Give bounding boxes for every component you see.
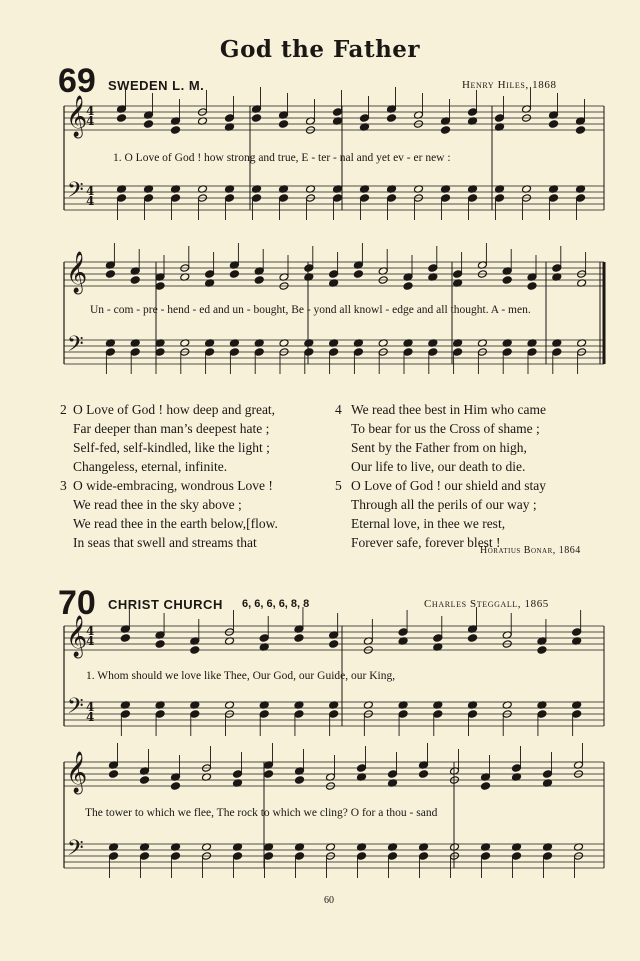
verse-line: We read thee best in Him who came — [351, 402, 546, 417]
note-head — [353, 348, 363, 357]
meter-70: 6, 6, 6, 6, 8, 8 — [242, 598, 310, 610]
note-head — [537, 646, 547, 655]
time-signature: 4 — [86, 194, 95, 208]
tune-name-70: CHRIST CHURCH — [108, 597, 223, 612]
note-head — [481, 782, 491, 791]
verse-line: Changeless, eternal, infinite. — [73, 459, 228, 474]
note-head — [155, 348, 165, 357]
section-title: God the Father — [219, 36, 421, 63]
note-head — [357, 764, 367, 773]
verse-line: In seas that swell and streams that — [73, 535, 257, 550]
note-head — [576, 126, 586, 135]
note-head — [117, 194, 127, 203]
note-head — [572, 710, 582, 719]
note-head — [295, 776, 305, 785]
note-head — [190, 710, 200, 719]
verse-line: Forever safe, forever blest ! — [351, 535, 501, 550]
note-head — [259, 710, 269, 719]
lyrics-70-line-2: The tower to which we flee, The rock to which we cling? O for a thou - sand — [85, 807, 438, 819]
treble-clef-icon: 𝄞 — [66, 252, 88, 293]
time-signature: 4 — [86, 634, 95, 648]
bass-clef-icon: 𝄢 — [67, 836, 84, 866]
note-head — [552, 264, 562, 273]
note-head — [433, 634, 443, 643]
note-head — [403, 282, 413, 291]
note-head — [205, 270, 215, 279]
note-head — [398, 628, 408, 637]
note-head — [144, 194, 154, 203]
note-head — [155, 282, 165, 291]
treble-clef-icon: 𝄞 — [66, 752, 88, 793]
note-head — [225, 114, 235, 123]
note-head — [254, 348, 264, 357]
note-head — [552, 348, 562, 357]
note-head — [333, 194, 343, 203]
note-head — [468, 108, 478, 117]
page-number: 60 — [324, 895, 334, 906]
note-head — [572, 628, 582, 637]
verse-line: O Love of God ! our shield and stay — [351, 478, 546, 493]
treble-clef-icon: 𝄞 — [66, 616, 88, 657]
note-head — [109, 852, 119, 861]
note-head — [105, 348, 115, 357]
hymn-number-69: 69 — [58, 62, 96, 100]
verse-number: 3 — [60, 478, 67, 493]
note-head — [254, 276, 264, 285]
note-head — [120, 710, 130, 719]
note-head — [144, 120, 154, 129]
note-head — [252, 114, 262, 123]
note-head — [360, 194, 370, 203]
note-head — [171, 194, 181, 203]
lyrics-69-line-2: Un - com - pre - hend - ed and un - bought, Be - yond all knowl - edge and all thought. A - men. — [90, 304, 531, 316]
note-head — [155, 710, 165, 719]
note-head — [329, 640, 339, 649]
note-head — [453, 270, 463, 279]
bass-clef-icon: 𝄢 — [67, 332, 84, 362]
verse-line: We read thee in the sky above ; — [73, 497, 242, 512]
note-head — [171, 126, 181, 135]
verse-line: We read thee in the earth below,[flow. — [73, 516, 278, 531]
note-head — [105, 270, 115, 279]
bass-clef-icon: 𝄢 — [67, 694, 84, 724]
note-head — [130, 348, 140, 357]
composer-70: Charles Steggall, 1865 — [424, 598, 549, 610]
verse-number: 2 — [60, 402, 67, 417]
verse-line: Self-fed, self-kindled, like the light ; — [73, 440, 270, 455]
verse-line: Through all the perils of our way ; — [351, 497, 537, 512]
verse-line: Eternal love, in thee we rest, — [351, 516, 506, 531]
note-head — [468, 710, 478, 719]
note-head — [537, 710, 547, 719]
note-head — [428, 348, 438, 357]
verse-line: O wide-embracing, wondrous Love ! — [73, 478, 273, 493]
note-head — [279, 120, 289, 129]
time-signature: 4 — [86, 104, 95, 118]
note-head — [398, 710, 408, 719]
note-head — [549, 120, 559, 129]
note-head — [453, 348, 463, 357]
time-signature: 4 — [86, 114, 95, 128]
note-head — [205, 348, 215, 357]
note-head — [333, 108, 343, 117]
note-head — [225, 194, 235, 203]
note-head — [468, 194, 478, 203]
time-signature: 4 — [86, 700, 95, 714]
verse-line: O Love of God ! how deep and great, — [73, 402, 276, 417]
note-head — [264, 770, 274, 779]
note-head — [441, 194, 451, 203]
note-head — [419, 770, 429, 779]
note-head — [549, 194, 559, 203]
note-head — [140, 776, 150, 785]
note-head — [512, 764, 522, 773]
note-head — [140, 852, 150, 861]
note-head — [512, 852, 522, 861]
note-head — [233, 852, 243, 861]
note-head — [120, 634, 130, 643]
note-head — [229, 270, 239, 279]
note-head — [171, 852, 181, 861]
note-head — [329, 348, 339, 357]
time-signature: 4 — [86, 710, 95, 724]
note-head — [527, 348, 537, 357]
note-head — [576, 194, 586, 203]
note-head — [294, 710, 304, 719]
note-head — [109, 770, 119, 779]
note-head — [171, 782, 181, 791]
note-head — [233, 770, 243, 779]
hymn-number-70: 70 — [58, 584, 96, 622]
note-head — [441, 126, 451, 135]
note-head — [130, 276, 140, 285]
note-head — [259, 634, 269, 643]
composer-69: Henry Hiles, 1868 — [462, 79, 557, 91]
bass-clef-icon: 𝄢 — [67, 178, 84, 208]
note-head — [190, 646, 200, 655]
note-head — [252, 194, 262, 203]
note-head — [495, 194, 505, 203]
author-69: Horatius Bonar, 1864 — [480, 545, 581, 556]
verse-number: 5 — [335, 478, 342, 493]
lyrics-70-line-1: 1. Whom should we love like Thee, Our God, our Guide, our King, — [86, 670, 396, 682]
note-head — [502, 348, 512, 357]
note-head — [543, 770, 553, 779]
note-head — [527, 282, 537, 291]
note-head — [304, 348, 314, 357]
verse-line: Far deeper than man’s deepest hate ; — [73, 421, 270, 436]
note-head — [329, 710, 339, 719]
note-head — [433, 710, 443, 719]
treble-clef-icon: 𝄞 — [66, 96, 88, 137]
note-head — [304, 264, 314, 273]
time-signature: 4 — [86, 184, 95, 198]
note-head — [543, 852, 553, 861]
verse-line: Sent by the Father from on high, — [351, 440, 527, 455]
note-head — [495, 114, 505, 123]
note-head — [329, 270, 339, 279]
note-head — [403, 348, 413, 357]
note-head — [360, 114, 370, 123]
note-head — [295, 852, 305, 861]
note-head — [279, 194, 289, 203]
note-head — [428, 264, 438, 273]
note-head — [387, 114, 397, 123]
note-head — [229, 348, 239, 357]
note-head — [468, 634, 478, 643]
lyrics-69-line-1: 1. O Love of God ! how strong and true, E - ter - nal and yet ev - er new : — [113, 152, 451, 164]
note-head — [387, 194, 397, 203]
note-head — [264, 852, 274, 861]
note-head — [117, 114, 127, 123]
verse-number: 4 — [335, 402, 342, 417]
note-head — [481, 852, 491, 861]
note-head — [419, 852, 429, 861]
tune-name-69: SWEDEN L. M. — [108, 78, 205, 93]
note-head — [155, 640, 165, 649]
time-signature: 4 — [86, 624, 95, 638]
note-head — [353, 270, 363, 279]
note-head — [357, 852, 367, 861]
verse-line: Our life to live, our death to die. — [351, 459, 526, 474]
note-head — [388, 770, 398, 779]
note-head — [388, 852, 398, 861]
note-head — [502, 276, 512, 285]
verse-line: To bear for us the Cross of shame ; — [351, 421, 540, 436]
note-head — [294, 634, 304, 643]
